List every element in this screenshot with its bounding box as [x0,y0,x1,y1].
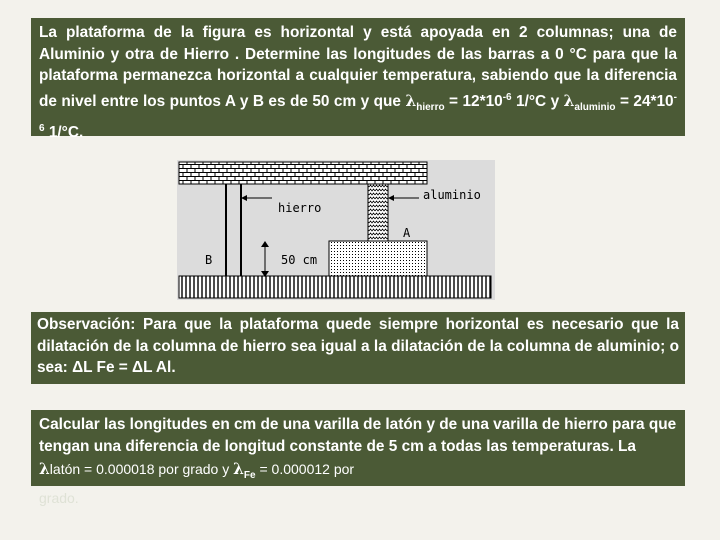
coefficient-aluminio: = 24*10 [615,92,674,110]
label-aluminio: aluminio [423,188,481,202]
label-distance: 50 cm [281,253,318,267]
aluminium-base-block [329,241,427,276]
overflow-text: grado. [39,490,79,507]
exponent-hierro: -6 [502,91,512,103]
observation-text: Observación: Para que la plataforma quede siempre horizontal es necesario que la dilatación de la columna de hierro sea igual a la dilatación de la columna de aluminio; o sea: ΔL Fe = ΔL Al. [37,316,679,376]
ground [179,276,491,298]
platform [179,162,427,184]
problem-1-box [31,18,685,142]
laton-coefficient: latón = 0.000018 por grado y [49,461,234,477]
aluminium-column [368,184,388,242]
problem-1-text: La plataforma de la figura es horizontal y está apoyada en 2 columnas; una de Aluminio y otra de Hierro . Determine las longitudes de las barras a 0 °C para que la plataforma permanezca horizontal a cualquier temperatura, sabiendo que la diferencia de nivel entre los puntos A y B es de 50 cm y que [39,24,677,110]
problem-2-text: Calcular las longitudes en cm de una varilla de latón y de una varilla de hierro para que tengan una diferencia de longitud constante de 5 cm a todas las temperaturas. La [39,416,677,455]
lambda-symbol: λ [405,91,417,110]
lambda-symbol: λ [563,91,575,110]
subscript-hierro: hierro [416,101,445,113]
coefficient-hierro: = 12*10 [444,92,503,110]
fe-coefficient: = 0.000012 por [255,461,355,477]
label-point-a: A [403,226,411,240]
exponent-aluminio: -6 [39,91,677,135]
unit-aluminio: 1/°C. [44,124,84,142]
observation-box [31,312,685,384]
platform-diagram [177,160,495,300]
problem-2-box [31,410,685,507]
iron-column-left-edge [225,184,227,276]
label-point-b: B [205,253,213,267]
label-hierro: hierro [278,201,322,215]
subscript-aluminio: aluminio [574,101,616,113]
lambda-symbol: λ [39,460,50,478]
lambda-symbol: λ [233,460,244,478]
subscript-fe: Fe [243,470,256,482]
unit-hierro: 1/°C y [511,92,564,110]
